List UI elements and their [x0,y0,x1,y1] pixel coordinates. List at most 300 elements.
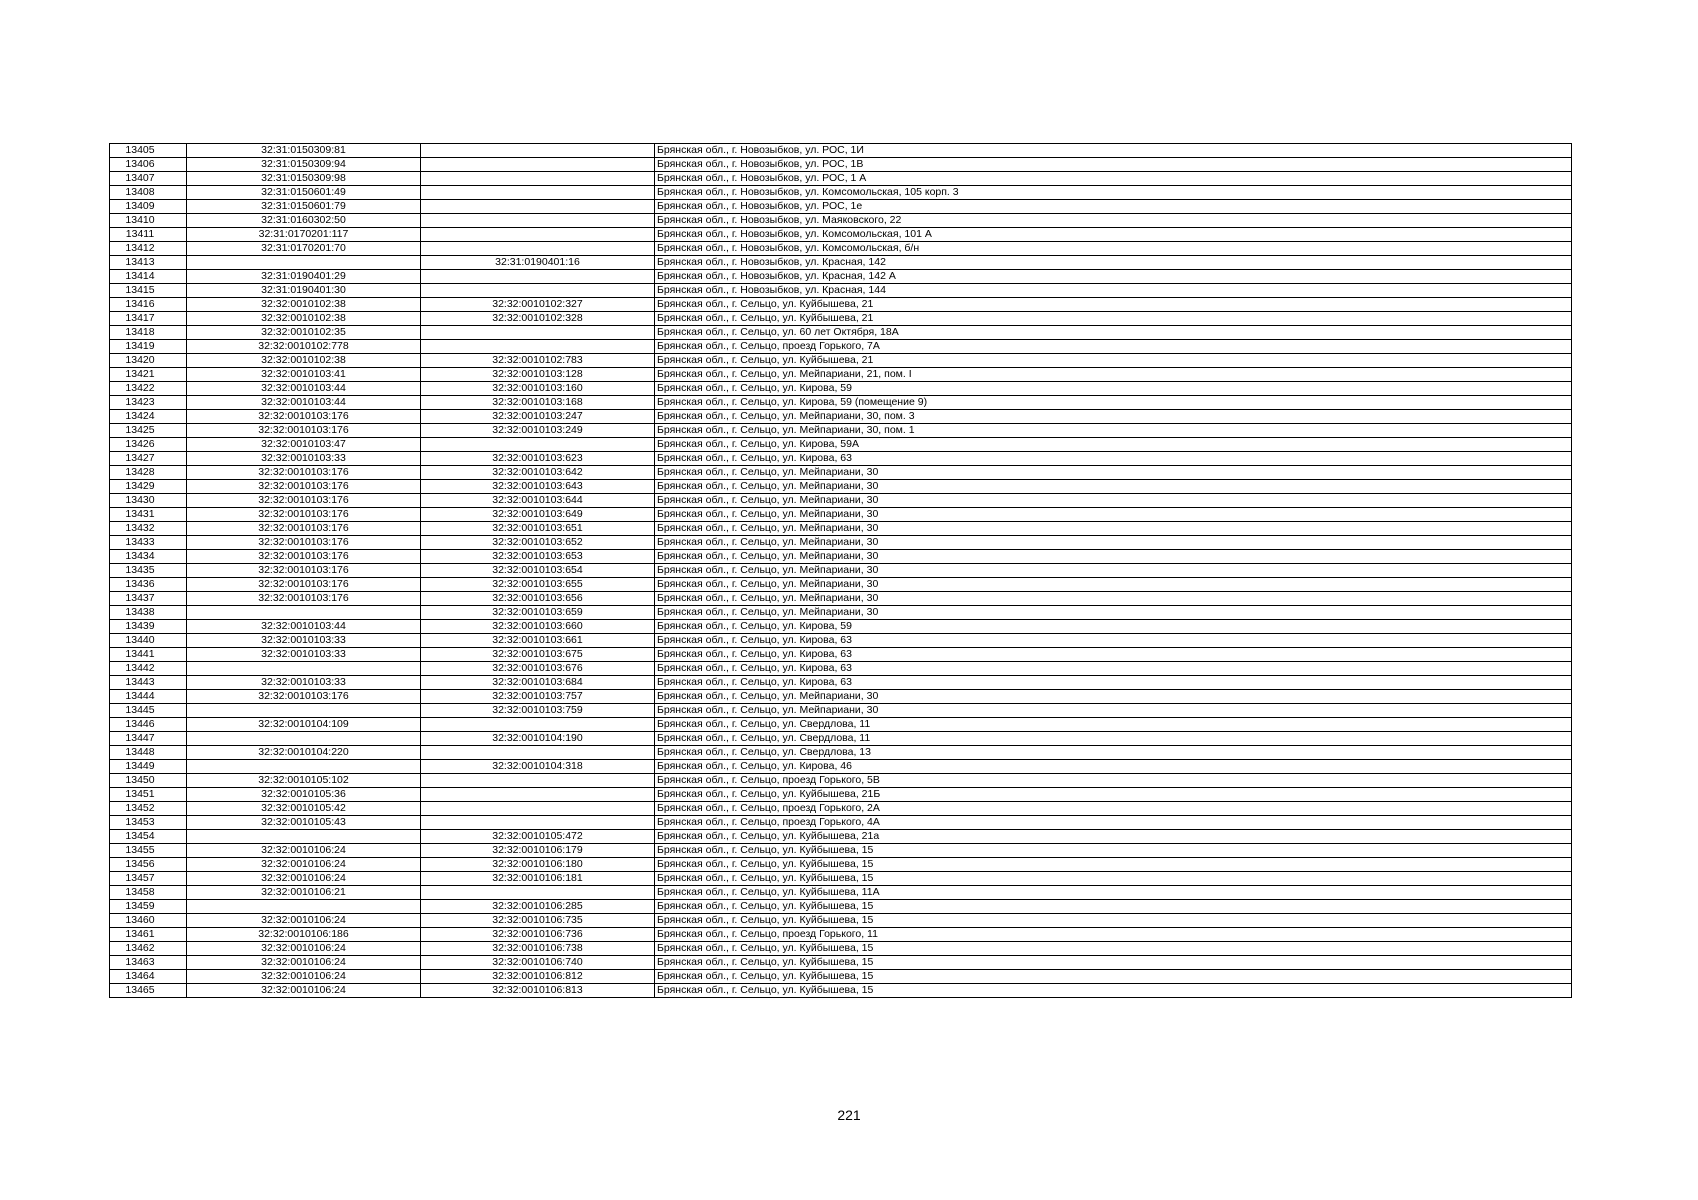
cadastral-number-cell: 32:32:0010102:38 [187,312,421,326]
row-number-cell: 13447 [110,732,187,746]
linked-cadastral-number-cell: 32:32:0010104:190 [421,732,655,746]
address-cell: Брянская обл., г. Сельцо, ул. Свердлова, 11 [655,732,1572,746]
table-row [110,984,1572,998]
linked-cadastral-number-cell [421,144,655,158]
table-row [110,298,1572,312]
table-row [110,620,1572,634]
address-cell: Брянская обл., г. Сельцо, ул. Мейпариани, 30 [655,550,1572,564]
address-cell: Брянская обл., г. Сельцо, ул. Мейпариани, 30 [655,522,1572,536]
cadastral-number-cell [187,256,421,270]
cadastral-number-cell: 32:32:0010105:36 [187,788,421,802]
cadastral-number-cell: 32:32:0010103:33 [187,648,421,662]
address-cell: Брянская обл., г. Сельцо, ул. Кирова, 63 [655,648,1572,662]
row-number-cell: 13413 [110,256,187,270]
address-cell: Брянская обл., г. Сельцо, ул. Кирова, 63 [655,676,1572,690]
cadastral-number-cell: 32:32:0010103:176 [187,522,421,536]
address-cell: Брянская обл., г. Сельцо, ул. Мейпариани, 30 [655,508,1572,522]
address-cell: Брянская обл., г. Сельцо, ул. Свердлова, 13 [655,746,1572,760]
linked-cadastral-number-cell [421,886,655,900]
row-number-cell: 13451 [110,788,187,802]
linked-cadastral-number-cell [421,438,655,452]
row-number-cell: 13433 [110,536,187,550]
table-row [110,312,1572,326]
table-row [110,774,1572,788]
row-number-cell: 13408 [110,186,187,200]
table-row [110,704,1572,718]
address-cell: Брянская обл., г. Новозыбков, ул. РОС, 1В [655,158,1572,172]
address-cell: Брянская обл., г. Сельцо, ул. Мейпариани, 30 [655,480,1572,494]
table-body [110,144,1572,998]
address-cell: Брянская обл., г. Сельцо, ул. Мейпариани, 30 [655,466,1572,480]
row-number-cell: 13453 [110,816,187,830]
table-row [110,564,1572,578]
linked-cadastral-number-cell: 32:32:0010103:652 [421,536,655,550]
address-cell: Брянская обл., г. Сельцо, ул. Куйбышева, 15 [655,914,1572,928]
row-number-cell: 13412 [110,242,187,256]
linked-cadastral-number-cell [421,816,655,830]
table-row [110,326,1572,340]
linked-cadastral-number-cell [421,746,655,760]
row-number-cell: 13423 [110,396,187,410]
table-row [110,536,1572,550]
address-cell: Брянская обл., г. Сельцо, ул. Мейпариани, 21, пом. I [655,368,1572,382]
linked-cadastral-number-cell [421,802,655,816]
linked-cadastral-number-cell: 32:32:0010103:659 [421,606,655,620]
row-number-cell: 13431 [110,508,187,522]
address-cell: Брянская обл., г. Сельцо, ул. Куйбышева, 15 [655,942,1572,956]
row-number-cell: 13444 [110,690,187,704]
cadastral-number-cell [187,662,421,676]
row-number-cell: 13426 [110,438,187,452]
cadastral-number-cell: 32:32:0010103:176 [187,410,421,424]
table-row [110,354,1572,368]
linked-cadastral-number-cell: 32:32:0010103:656 [421,592,655,606]
cadastral-number-cell: 32:31:0150309:94 [187,158,421,172]
row-number-cell: 13445 [110,704,187,718]
row-number-cell: 13440 [110,634,187,648]
address-cell: Брянская обл., г. Сельцо, ул. Кирова, 59 (помещение 9) [655,396,1572,410]
address-cell: Брянская обл., г. Сельцо, проезд Горького, 7А [655,340,1572,354]
cadastral-number-cell: 32:32:0010103:33 [187,676,421,690]
address-cell: Брянская обл., г. Сельцо, ул. Мейпариани, 30 [655,592,1572,606]
linked-cadastral-number-cell: 32:32:0010102:783 [421,354,655,368]
table-row [110,466,1572,480]
table-row [110,508,1572,522]
linked-cadastral-number-cell: 32:32:0010103:247 [421,410,655,424]
linked-cadastral-number-cell [421,186,655,200]
address-cell: Брянская обл., г. Сельцо, проезд Горького, 2А [655,802,1572,816]
linked-cadastral-number-cell: 32:32:0010103:655 [421,578,655,592]
linked-cadastral-number-cell: 32:32:0010106:813 [421,984,655,998]
linked-cadastral-number-cell: 32:32:0010105:472 [421,830,655,844]
address-cell: Брянская обл., г. Сельцо, ул. Кирова, 63 [655,634,1572,648]
address-cell: Брянская обл., г. Сельцо, ул. Мейпариани, 30 [655,536,1572,550]
address-cell: Брянская обл., г. Новозыбков, ул. РОС, 1И [655,144,1572,158]
address-cell: Брянская обл., г. Сельцо, ул. Кирова, 59 [655,620,1572,634]
row-number-cell: 13417 [110,312,187,326]
address-cell: Брянская обл., г. Сельцо, ул. Мейпариани, 30 [655,578,1572,592]
cadastral-number-cell: 32:32:0010106:24 [187,858,421,872]
address-cell: Брянская обл., г. Сельцо, ул. Кирова, 63 [655,452,1572,466]
table-row [110,634,1572,648]
table-row [110,340,1572,354]
cadastral-number-cell: 32:31:0160302:50 [187,214,421,228]
row-number-cell: 13427 [110,452,187,466]
linked-cadastral-number-cell: 32:32:0010106:738 [421,942,655,956]
address-cell: Брянская обл., г. Сельцо, ул. Кирова, 46 [655,760,1572,774]
address-cell: Брянская обл., г. Сельцо, ул. Мейпариани, 30 [655,690,1572,704]
row-number-cell: 13452 [110,802,187,816]
linked-cadastral-number-cell [421,270,655,284]
linked-cadastral-number-cell: 32:32:0010103:759 [421,704,655,718]
row-number-cell: 13460 [110,914,187,928]
address-cell: Брянская обл., г. Сельцо, ул. Куйбышева, 21 [655,298,1572,312]
cadastral-number-cell: 32:32:0010103:176 [187,550,421,564]
cadastral-number-cell: 32:32:0010103:176 [187,690,421,704]
cadastral-number-cell: 32:32:0010103:176 [187,466,421,480]
linked-cadastral-number-cell [421,788,655,802]
row-number-cell: 13435 [110,564,187,578]
cadastral-number-cell: 32:32:0010103:176 [187,564,421,578]
cadastral-number-cell: 32:31:0190401:29 [187,270,421,284]
row-number-cell: 13449 [110,760,187,774]
linked-cadastral-number-cell: 32:32:0010103:168 [421,396,655,410]
cadastral-number-cell: 32:32:0010106:24 [187,956,421,970]
table-row [110,872,1572,886]
cadastral-number-cell: 32:31:0170201:117 [187,228,421,242]
address-cell: Брянская обл., г. Сельцо, ул. 60 лет Октября, 18А [655,326,1572,340]
row-number-cell: 13455 [110,844,187,858]
address-cell: Брянская обл., г. Сельцо, ул. Куйбышева, 15 [655,984,1572,998]
address-cell: Брянская обл., г. Сельцо, ул. Куйбышева, 15 [655,858,1572,872]
table-row [110,270,1572,284]
row-number-cell: 13438 [110,606,187,620]
cadastral-number-cell: 32:32:0010103:33 [187,634,421,648]
row-number-cell: 13436 [110,578,187,592]
table-row [110,396,1572,410]
linked-cadastral-number-cell: 32:32:0010106:735 [421,914,655,928]
address-cell: Брянская обл., г. Сельцо, ул. Куйбышева, 11А [655,886,1572,900]
cadastral-number-cell: 32:32:0010104:220 [187,746,421,760]
table-row [110,830,1572,844]
address-cell: Брянская обл., г. Сельцо, ул. Куйбышева, 21 [655,354,1572,368]
row-number-cell: 13442 [110,662,187,676]
table-row [110,690,1572,704]
table-row [110,522,1572,536]
linked-cadastral-number-cell: 32:32:0010106:179 [421,844,655,858]
row-number-cell: 13454 [110,830,187,844]
linked-cadastral-number-cell: 32:32:0010106:812 [421,970,655,984]
cadastral-number-cell: 32:32:0010103:176 [187,424,421,438]
cadastral-number-cell: 32:32:0010103:47 [187,438,421,452]
cadastral-number-cell [187,732,421,746]
linked-cadastral-number-cell: 32:32:0010103:649 [421,508,655,522]
page-number: 221 [837,1107,861,1123]
row-number-cell: 13464 [110,970,187,984]
table-row [110,956,1572,970]
table-row [110,732,1572,746]
cadastral-number-cell: 32:32:0010104:109 [187,718,421,732]
linked-cadastral-number-cell: 32:32:0010106:740 [421,956,655,970]
row-number-cell: 13437 [110,592,187,606]
row-number-cell: 13429 [110,480,187,494]
cadastral-number-cell: 32:32:0010106:24 [187,872,421,886]
table-row [110,256,1572,270]
row-number-cell: 13421 [110,368,187,382]
row-number-cell: 13456 [110,858,187,872]
cadastral-number-cell: 32:32:0010106:24 [187,984,421,998]
cadastral-number-cell: 32:32:0010102:38 [187,298,421,312]
cadastral-number-cell [187,760,421,774]
address-cell: Брянская обл., г. Сельцо, ул. Мейпариани, 30 [655,606,1572,620]
cadastral-number-cell: 32:32:0010103:176 [187,508,421,522]
row-number-cell: 13465 [110,984,187,998]
table-row [110,172,1572,186]
row-number-cell: 13405 [110,144,187,158]
linked-cadastral-number-cell: 32:32:0010103:654 [421,564,655,578]
table-row [110,970,1572,984]
linked-cadastral-number-cell: 32:32:0010106:181 [421,872,655,886]
cadastral-number-cell: 32:32:0010103:176 [187,536,421,550]
row-number-cell: 13414 [110,270,187,284]
row-number-cell: 13443 [110,676,187,690]
table-row [110,200,1572,214]
address-cell: Брянская обл., г. Сельцо, проезд Горького, 11 [655,928,1572,942]
cadastral-number-cell: 32:32:0010103:176 [187,480,421,494]
linked-cadastral-number-cell: 32:32:0010103:653 [421,550,655,564]
cadastral-number-cell: 32:32:0010103:44 [187,382,421,396]
table-row [110,452,1572,466]
linked-cadastral-number-cell [421,158,655,172]
linked-cadastral-number-cell [421,228,655,242]
linked-cadastral-number-cell: 32:32:0010103:643 [421,480,655,494]
row-number-cell: 13434 [110,550,187,564]
row-number-cell: 13416 [110,298,187,312]
cadastral-number-cell: 32:32:0010103:41 [187,368,421,382]
table-row [110,760,1572,774]
linked-cadastral-number-cell: 32:32:0010106:736 [421,928,655,942]
table-row [110,284,1572,298]
table-row [110,144,1572,158]
table-row [110,914,1572,928]
linked-cadastral-number-cell: 32:31:0190401:16 [421,256,655,270]
address-cell: Брянская обл., г. Сельцо, проезд Горького, 5В [655,774,1572,788]
address-cell: Брянская обл., г. Новозыбков, ул. Комсомольская, 101 А [655,228,1572,242]
cadastral-number-cell: 32:32:0010103:33 [187,452,421,466]
table-row [110,816,1572,830]
row-number-cell: 13422 [110,382,187,396]
address-cell: Брянская обл., г. Новозыбков, ул. Комсомольская, б/н [655,242,1572,256]
row-number-cell: 13424 [110,410,187,424]
row-number-cell: 13410 [110,214,187,228]
address-cell: Брянская обл., г. Новозыбков, ул. РОС, 1е [655,200,1572,214]
table-row [110,676,1572,690]
table-row [110,886,1572,900]
table-row [110,718,1572,732]
table-row [110,480,1572,494]
linked-cadastral-number-cell: 32:32:0010103:128 [421,368,655,382]
cadastral-number-cell [187,830,421,844]
linked-cadastral-number-cell [421,242,655,256]
table-row [110,368,1572,382]
row-number-cell: 13463 [110,956,187,970]
address-cell: Брянская обл., г. Сельцо, ул. Мейпариани, 30, пом. 3 [655,410,1572,424]
address-cell: Брянская обл., г. Новозыбков, ул. Красная, 142 [655,256,1572,270]
row-number-cell: 13448 [110,746,187,760]
linked-cadastral-number-cell: 32:32:0010106:180 [421,858,655,872]
address-cell: Брянская обл., г. Сельцо, ул. Куйбышева, 15 [655,900,1572,914]
cadastral-number-cell: 32:32:0010106:24 [187,844,421,858]
row-number-cell: 13461 [110,928,187,942]
row-number-cell: 13409 [110,200,187,214]
row-number-cell: 13432 [110,522,187,536]
cadastral-number-cell: 32:32:0010103:44 [187,396,421,410]
cadastral-number-cell: 32:32:0010105:102 [187,774,421,788]
linked-cadastral-number-cell [421,718,655,732]
linked-cadastral-number-cell: 32:32:0010104:318 [421,760,655,774]
address-cell: Брянская обл., г. Сельцо, ул. Куйбышева, 21а [655,830,1572,844]
cadastral-number-cell: 32:32:0010106:186 [187,928,421,942]
cadastral-number-cell: 32:32:0010102:778 [187,340,421,354]
cadastral-number-cell: 32:32:0010103:176 [187,592,421,606]
row-number-cell: 13459 [110,900,187,914]
address-cell: Брянская обл., г. Сельцо, ул. Куйбышева, 15 [655,956,1572,970]
row-number-cell: 13428 [110,466,187,480]
table-row [110,410,1572,424]
linked-cadastral-number-cell [421,326,655,340]
cadastral-number-cell: 32:32:0010105:43 [187,816,421,830]
row-number-cell: 13419 [110,340,187,354]
table-row [110,592,1572,606]
address-cell: Брянская обл., г. Сельцо, ул. Куйбышева, 15 [655,844,1572,858]
table-row [110,788,1572,802]
row-number-cell: 13407 [110,172,187,186]
cadastral-number-cell [187,900,421,914]
address-cell: Брянская обл., г. Сельцо, ул. Мейпариани, 30 [655,494,1572,508]
linked-cadastral-number-cell: 32:32:0010103:661 [421,634,655,648]
table-row [110,438,1572,452]
table-row [110,158,1572,172]
row-number-cell: 13430 [110,494,187,508]
cadastral-number-cell: 32:31:0150309:98 [187,172,421,186]
address-cell: Брянская обл., г. Сельцо, ул. Мейпариани, 30 [655,704,1572,718]
row-number-cell: 13446 [110,718,187,732]
table-row [110,214,1572,228]
linked-cadastral-number-cell: 32:32:0010103:642 [421,466,655,480]
table-row [110,494,1572,508]
row-number-cell: 13425 [110,424,187,438]
table-row [110,858,1572,872]
table-row [110,928,1572,942]
linked-cadastral-number-cell: 32:32:0010103:660 [421,620,655,634]
row-number-cell: 13457 [110,872,187,886]
table-row [110,578,1572,592]
cadastral-number-cell: 32:32:0010103:176 [187,578,421,592]
linked-cadastral-number-cell [421,774,655,788]
address-cell: Брянская обл., г. Сельцо, ул. Кирова, 59А [655,438,1572,452]
linked-cadastral-number-cell: 32:32:0010102:327 [421,298,655,312]
address-cell: Брянская обл., г. Сельцо, ул. Мейпариани, 30 [655,564,1572,578]
table-row [110,942,1572,956]
table-row [110,844,1572,858]
address-cell: Брянская обл., г. Сельцо, ул. Мейпариани, 30, пом. 1 [655,424,1572,438]
linked-cadastral-number-cell: 32:32:0010103:675 [421,648,655,662]
linked-cadastral-number-cell [421,284,655,298]
address-cell: Брянская обл., г. Сельцо, ул. Кирова, 63 [655,662,1572,676]
table-row [110,550,1572,564]
cadastral-number-cell: 32:32:0010102:35 [187,326,421,340]
row-number-cell: 13415 [110,284,187,298]
cadastral-number-cell [187,606,421,620]
cadastral-number-cell: 32:32:0010102:38 [187,354,421,368]
table-row [110,662,1572,676]
table-row [110,802,1572,816]
row-number-cell: 13441 [110,648,187,662]
row-number-cell: 13406 [110,158,187,172]
row-number-cell: 13411 [110,228,187,242]
linked-cadastral-number-cell: 32:32:0010102:328 [421,312,655,326]
cadastral-number-cell: 32:31:0170201:70 [187,242,421,256]
cadastral-number-cell: 32:32:0010106:21 [187,886,421,900]
linked-cadastral-number-cell [421,172,655,186]
linked-cadastral-number-cell: 32:32:0010103:651 [421,522,655,536]
table-row [110,606,1572,620]
cadastral-number-cell: 32:32:0010105:42 [187,802,421,816]
linked-cadastral-number-cell [421,340,655,354]
cadastral-number-cell: 32:32:0010103:176 [187,494,421,508]
address-cell: Брянская обл., г. Сельцо, ул. Куйбышева, 21Б [655,788,1572,802]
address-cell: Брянская обл., г. Новозыбков, ул. Красная, 144 [655,284,1572,298]
row-number-cell: 13450 [110,774,187,788]
cadastral-number-cell: 32:32:0010106:24 [187,970,421,984]
linked-cadastral-number-cell: 32:32:0010103:644 [421,494,655,508]
registry-table [109,143,1572,998]
linked-cadastral-number-cell: 32:32:0010103:676 [421,662,655,676]
address-cell: Брянская обл., г. Новозыбков, ул. Маяковского, 22 [655,214,1572,228]
address-cell: Брянская обл., г. Сельцо, ул. Кирова, 59 [655,382,1572,396]
address-cell: Брянская обл., г. Сельцо, ул. Свердлова, 11 [655,718,1572,732]
cadastral-number-cell: 32:31:0150309:81 [187,144,421,158]
cadastral-number-cell: 32:32:0010103:44 [187,620,421,634]
address-cell: Брянская обл., г. Сельцо, ул. Куйбышева, 21 [655,312,1572,326]
row-number-cell: 13462 [110,942,187,956]
address-cell: Брянская обл., г. Новозыбков, ул. Красная, 142 А [655,270,1572,284]
row-number-cell: 13418 [110,326,187,340]
table-row [110,648,1572,662]
linked-cadastral-number-cell: 32:32:0010103:684 [421,676,655,690]
row-number-cell: 13458 [110,886,187,900]
row-number-cell: 13439 [110,620,187,634]
cadastral-number-cell: 32:31:0150601:79 [187,200,421,214]
address-cell: Брянская обл., г. Новозыбков, ул. РОС, 1 А [655,172,1572,186]
linked-cadastral-number-cell: 32:32:0010103:623 [421,452,655,466]
cadastral-number-cell: 32:31:0190401:30 [187,284,421,298]
cadastral-number-cell: 32:32:0010106:24 [187,942,421,956]
table-row [110,424,1572,438]
table-row [110,228,1572,242]
linked-cadastral-number-cell: 32:32:0010103:160 [421,382,655,396]
table-row [110,242,1572,256]
address-cell: Брянская обл., г. Сельцо, проезд Горького, 4А [655,816,1572,830]
address-cell: Брянская обл., г. Сельцо, ул. Куйбышева, 15 [655,970,1572,984]
linked-cadastral-number-cell: 32:32:0010103:757 [421,690,655,704]
address-cell: Брянская обл., г. Сельцо, ул. Куйбышева, 15 [655,872,1572,886]
table-row [110,186,1572,200]
table-row [110,900,1572,914]
cadastral-number-cell: 32:31:0150601:49 [187,186,421,200]
table-row [110,746,1572,760]
address-cell: Брянская обл., г. Новозыбков, ул. Комсомольская, 105 корп. 3 [655,186,1572,200]
